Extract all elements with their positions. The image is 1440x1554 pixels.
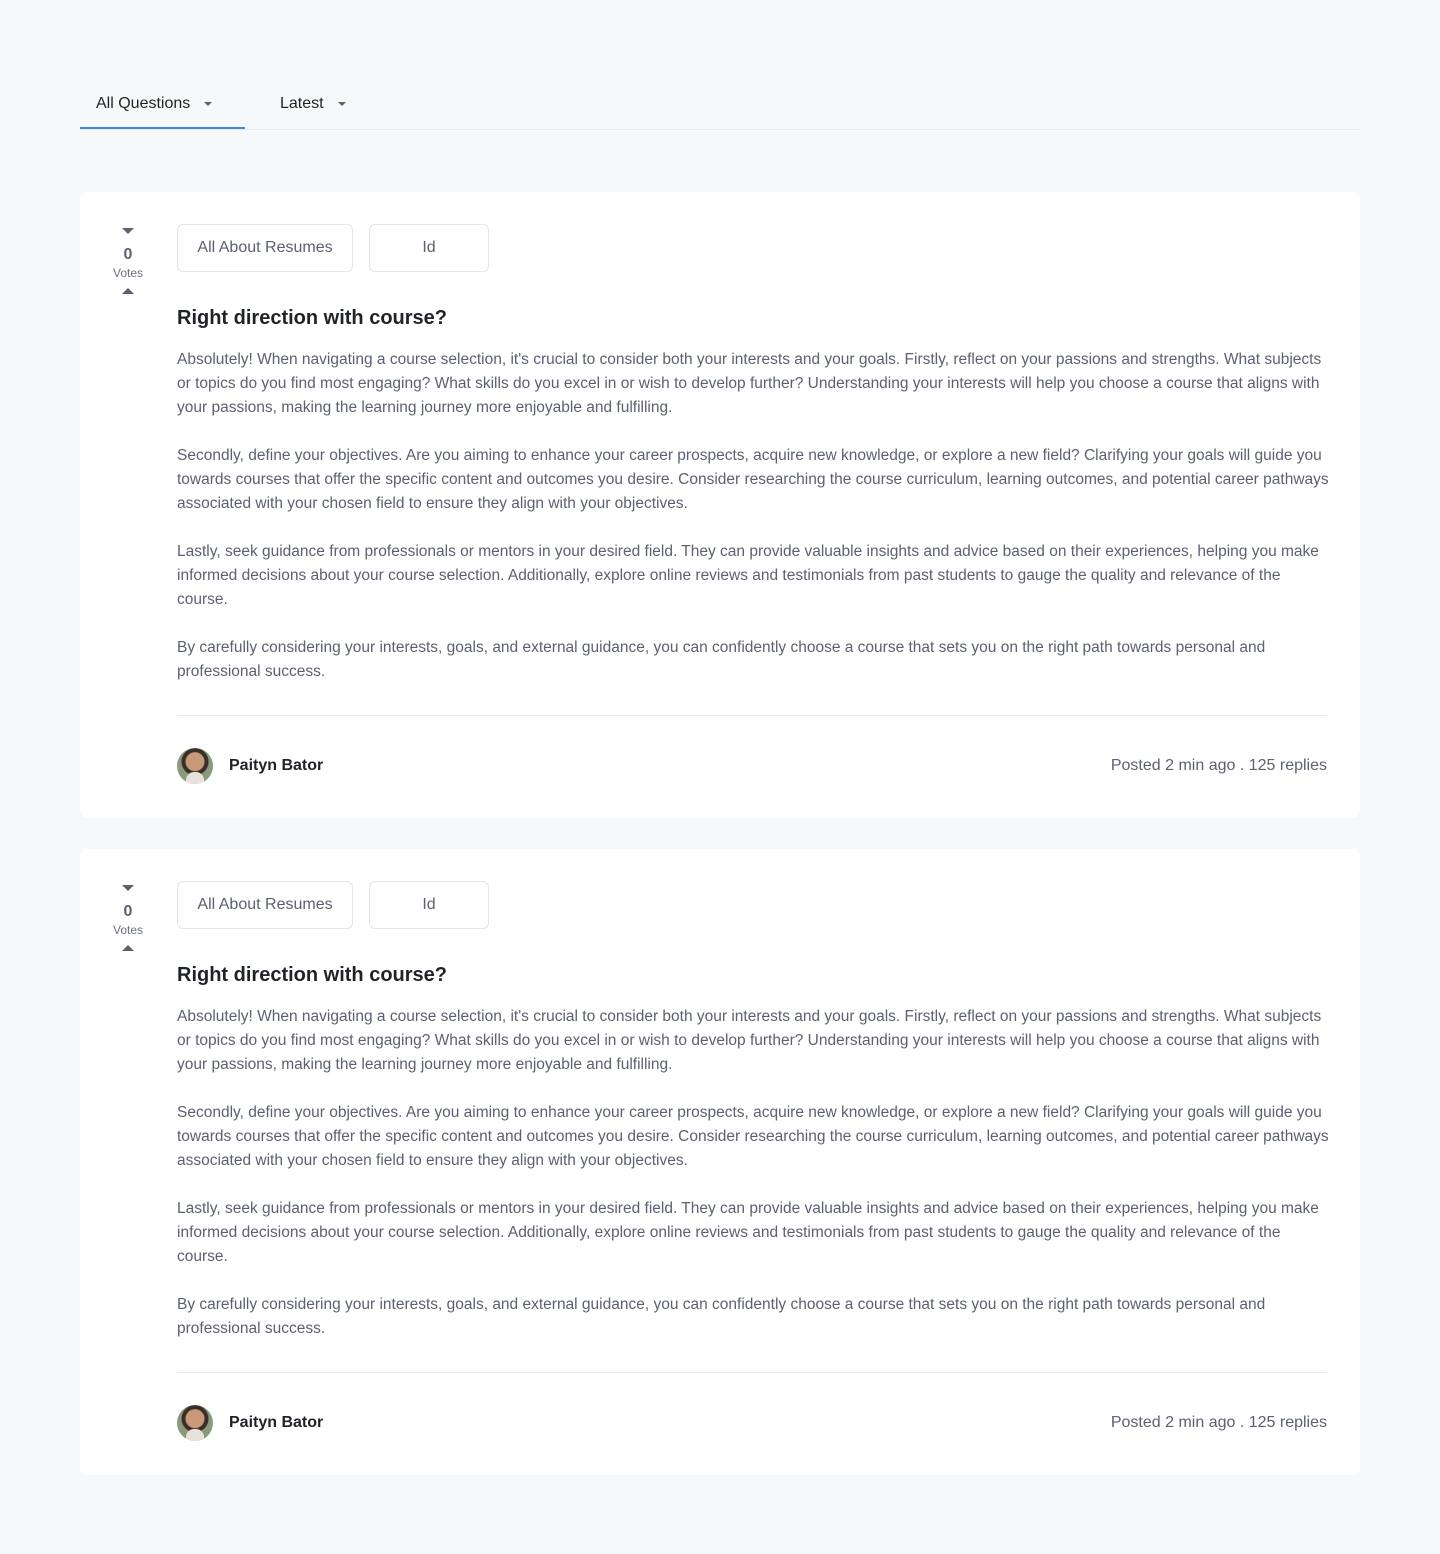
body-paragraph: Absolutely! When navigating a course selection, it's crucial to consider both your interests and your goals. Firstly, reflect on your passions and strengths. What subjects or topics do you find most engaging? What skills do you excel in or wish to develop further? Understanding your interests will help you choose a course that aligns with your passions, making the learning journey more enjoyable and fulfilling. xyxy=(177,1008,1322,1073)
tab-latest-label: Latest xyxy=(280,95,324,112)
vote-widget xyxy=(108,228,148,294)
author-name[interactable]: Paityn Bator xyxy=(229,1414,324,1431)
divider xyxy=(177,1372,1327,1373)
avatar[interactable] xyxy=(177,1405,213,1441)
tag-chip[interactable]: All About Resumes xyxy=(177,224,353,272)
post-meta: Posted 2 min ago . 125 replies xyxy=(1110,757,1327,774)
upvote-icon[interactable] xyxy=(122,945,134,951)
tab-latest[interactable] xyxy=(280,80,380,128)
tab-all-questions-label: All Questions xyxy=(96,94,191,112)
post-meta: Posted 2 min ago . 125 replies xyxy=(1110,1414,1327,1431)
question-title[interactable]: Right direction with course? xyxy=(177,964,448,986)
filter-bar xyxy=(80,80,1360,130)
tag-chip[interactable]: All About Resumes xyxy=(177,881,353,929)
vote-widget xyxy=(108,885,148,951)
question-body xyxy=(177,1005,1329,1365)
body-paragraph: Secondly, define your objectives. Are you aiming to enhance your career prospects, acquire new knowledge, or explore a new field? Clarifying your goals will guide you towards courses that offer the specific content and outcomes you desire. Consider researching the course curriculum, learning outcomes, and potential career pathways associated with your chosen field to ensure they align with your objectives. xyxy=(177,1104,1329,1169)
tag-chip[interactable]: Id xyxy=(369,881,489,929)
caret-down-icon xyxy=(204,102,212,106)
avatar[interactable] xyxy=(177,748,213,784)
tag-list xyxy=(177,224,489,272)
vote-count: 0 xyxy=(123,903,133,920)
question-body xyxy=(177,348,1329,708)
vote-label: Votes xyxy=(112,923,144,937)
author xyxy=(177,1405,323,1441)
downvote-icon[interactable] xyxy=(122,885,134,891)
question-card xyxy=(80,192,1360,818)
body-paragraph: Absolutely! When navigating a course selection, it's crucial to consider both your interests and your goals. Firstly, reflect on your passions and strengths. What subjects or topics do you find most engaging? What skills do you excel in or wish to develop further? Understanding your interests will help you choose a course that aligns with your passions, making the learning journey more enjoyable and fulfilling. xyxy=(177,351,1322,416)
body-paragraph: By carefully considering your interests, goals, and external guidance, you can confidently choose a course that sets you on the right path towards personal and professional success. xyxy=(177,1296,1266,1337)
vote-label: Votes xyxy=(112,266,144,280)
body-paragraph: By carefully considering your interests, goals, and external guidance, you can confidently choose a course that sets you on the right path towards personal and professional success. xyxy=(177,639,1266,680)
upvote-icon[interactable] xyxy=(122,288,134,294)
divider xyxy=(177,715,1327,716)
author-name[interactable]: Paityn Bator xyxy=(229,757,324,774)
author xyxy=(177,748,323,784)
tab-all-questions[interactable] xyxy=(80,80,245,129)
body-paragraph: Secondly, define your objectives. Are you aiming to enhance your career prospects, acquire new knowledge, or explore a new field? Clarifying your goals will guide you towards courses that offer the specific content and outcomes you desire. Consider researching the course curriculum, learning outcomes, and potential career pathways associated with your chosen field to ensure they align with your objectives. xyxy=(177,447,1329,512)
question-card xyxy=(80,849,1360,1475)
body-paragraph: Lastly, seek guidance from professionals or mentors in your desired field. They can provide valuable insights and advice based on their experiences, helping you make informed decisions about your course selection. Additionally, explore online reviews and testimonials from past students to gauge the quality and relevance of the course. xyxy=(177,543,1319,608)
tag-chip[interactable]: Id xyxy=(369,224,489,272)
vote-count: 0 xyxy=(123,246,133,263)
question-title[interactable]: Right direction with course? xyxy=(177,307,448,329)
body-paragraph: Lastly, seek guidance from professionals or mentors in your desired field. They can provide valuable insights and advice based on their experiences, helping you make informed decisions about your course selection. Additionally, explore online reviews and testimonials from past students to gauge the quality and relevance of the course. xyxy=(177,1200,1319,1265)
caret-down-icon xyxy=(338,102,346,106)
downvote-icon[interactable] xyxy=(122,228,134,234)
tag-list xyxy=(177,881,489,929)
